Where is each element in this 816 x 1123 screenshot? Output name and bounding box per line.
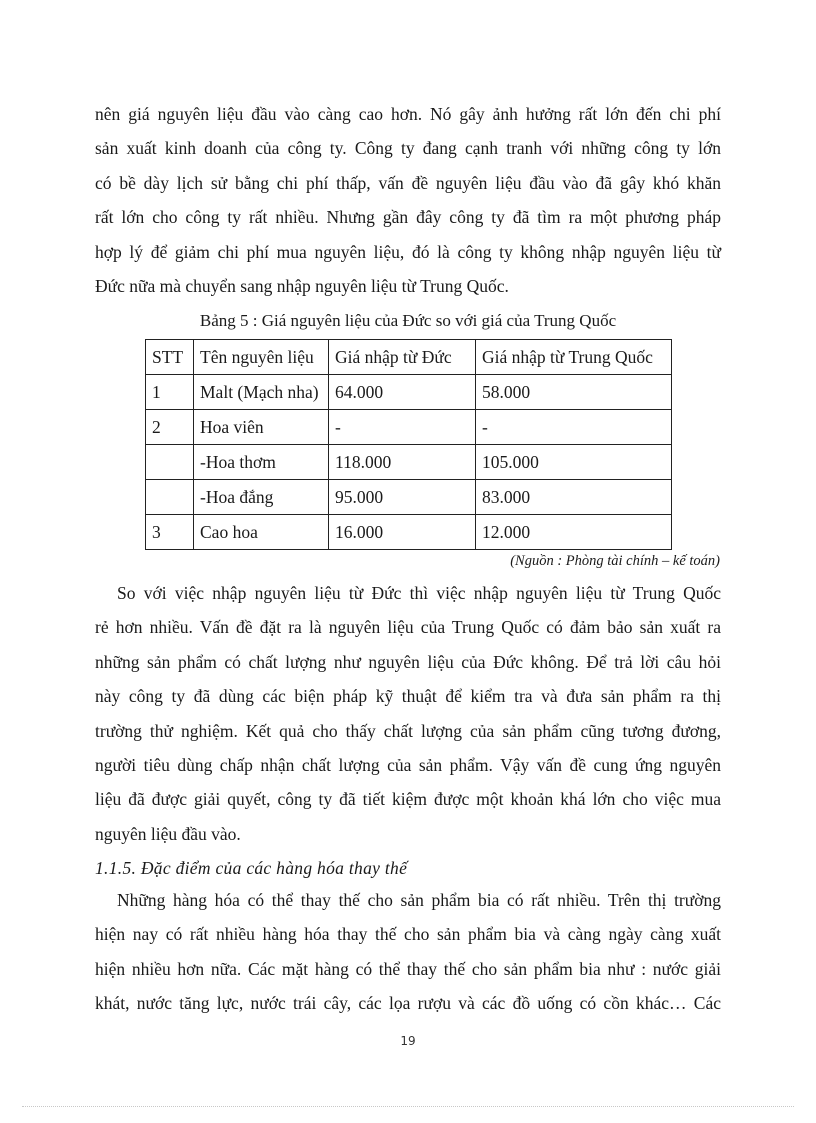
text-line: So với việc nhập nguyên liệu từ Đức thì việc nhập nguyên liệu từ Trung Quốc bbox=[117, 583, 721, 603]
table-cell: 2 bbox=[146, 410, 194, 445]
header-cell: STT bbox=[146, 340, 194, 375]
text-line: rẻ hơn nhiều. Vấn đề đặt ra là nguyên liệu của Trung Quốc có đảm bảo sản xuất ra bbox=[95, 617, 721, 638]
table-cell: 118.000 bbox=[329, 445, 476, 480]
text-line: này công ty đã dùng các biện pháp kỹ thuật để kiểm tra và đưa sản phẩm ra thị bbox=[95, 686, 721, 707]
text-line: trường thử nghiệm. Kết quả cho thấy chất lượng của sản phẩm cũng tương đương, bbox=[95, 720, 721, 741]
table-cell: - bbox=[476, 410, 672, 445]
text-line: nguyên liệu đầu vào. bbox=[95, 823, 241, 844]
table-row bbox=[146, 375, 672, 410]
section-heading: 1.1.5. Đặc điểm của các hàng hóa thay thế bbox=[95, 858, 408, 878]
text-line: Những hàng hóa có thể thay thế cho sản phẩm bia có rất nhiều. Trên thị trường bbox=[117, 890, 721, 910]
page-bottom-divider bbox=[22, 1106, 794, 1107]
paragraph-raw-material-cost bbox=[95, 97, 721, 303]
table-cell: 16.000 bbox=[329, 515, 476, 550]
table-row bbox=[146, 480, 672, 515]
table-cell: 95.000 bbox=[329, 480, 476, 515]
text-line: khát, nước tăng lực, nước trái cây, các lọa rượu và các đồ uống có cồn khác… Các bbox=[95, 993, 721, 1014]
text-line: Đức nữa mà chuyển sang nhập nguyên liệu từ Trung Quốc. bbox=[95, 275, 509, 296]
text-line: có bề dày lịch sử bằng chi phí thấp, vấn đề nguyên liệu đầu vào đã gây khó khăn bbox=[95, 172, 721, 193]
header-cell: Tên nguyên liệu bbox=[194, 340, 329, 375]
header-cell: Giá nhập từ Trung Quốc bbox=[476, 340, 672, 375]
text-line: liệu đã được giải quyết, công ty đã tiết kiệm được một khoản khá lớn cho việc mua bbox=[95, 789, 721, 810]
table-cell: Hoa viên bbox=[194, 410, 329, 445]
paragraph-substitute-goods bbox=[95, 883, 721, 1021]
table-cell: 64.000 bbox=[329, 375, 476, 410]
table-cell: -Hoa đắng bbox=[194, 480, 329, 515]
table-cell: 3 bbox=[146, 515, 194, 550]
table-row bbox=[146, 410, 672, 445]
table-cell bbox=[146, 480, 194, 515]
text-line: rất lớn cho công ty rất nhiều. Nhưng gần đây công ty đã tìm ra một phương pháp bbox=[95, 207, 721, 228]
text-line: nên giá nguyên liệu đầu vào càng cao hơn. Nó gây ảnh hưởng rất lớn đến chi phí bbox=[95, 104, 721, 124]
table-cell: 58.000 bbox=[476, 375, 672, 410]
table-cell: Malt (Mạch nha) bbox=[194, 375, 329, 410]
table-row bbox=[146, 445, 672, 480]
table-cell: -Hoa thơm bbox=[194, 445, 329, 480]
text-line: hiện nay có rất nhiều hàng hóa thay thế cho sản phẩm bia và càng ngày càng xuất bbox=[95, 924, 721, 945]
table-cell: - bbox=[329, 410, 476, 445]
header-cell: Giá nhập từ Đức bbox=[329, 340, 476, 375]
page-number: 19 bbox=[400, 1034, 416, 1048]
table-row bbox=[146, 515, 672, 550]
table-cell: 83.000 bbox=[476, 480, 672, 515]
table-cell: 1 bbox=[146, 375, 194, 410]
text-line: những sản phẩm có chất lượng như nguyên liệu của Đức không. Để trả lời câu hỏi bbox=[95, 651, 721, 672]
table-cell bbox=[146, 445, 194, 480]
text-line: sản xuất kinh doanh của công ty. Công ty đang cạnh tranh với những công ty lớn bbox=[95, 138, 721, 159]
text-line: hợp lý để giảm chi phí mua nguyên liệu, đó là công ty không nhập nguyên liệu từ bbox=[95, 241, 721, 262]
table-caption: Bảng 5 : Giá nguyên liệu của Đức so với giá của Trung Quốc bbox=[199, 311, 617, 330]
text-line: hiện nhiều hơn nữa. Các mặt hàng có thể thay thế cho sản phẩm bia như : nước giải bbox=[95, 958, 721, 979]
text-line: người tiêu dùng chấp nhận chất lượng của sản phẩm. Vậy vấn đề cung ứng nguyên bbox=[95, 754, 721, 775]
table-source-note: (Nguồn : Phòng tài chính – kế toán) bbox=[510, 553, 720, 569]
table-header-row bbox=[146, 340, 672, 375]
table-cell: 105.000 bbox=[476, 445, 672, 480]
price-comparison-table bbox=[145, 339, 672, 550]
table-cell: Cao hoa bbox=[194, 515, 329, 550]
table-cell: 12.000 bbox=[476, 515, 672, 550]
paragraph-china-comparison bbox=[95, 576, 721, 851]
